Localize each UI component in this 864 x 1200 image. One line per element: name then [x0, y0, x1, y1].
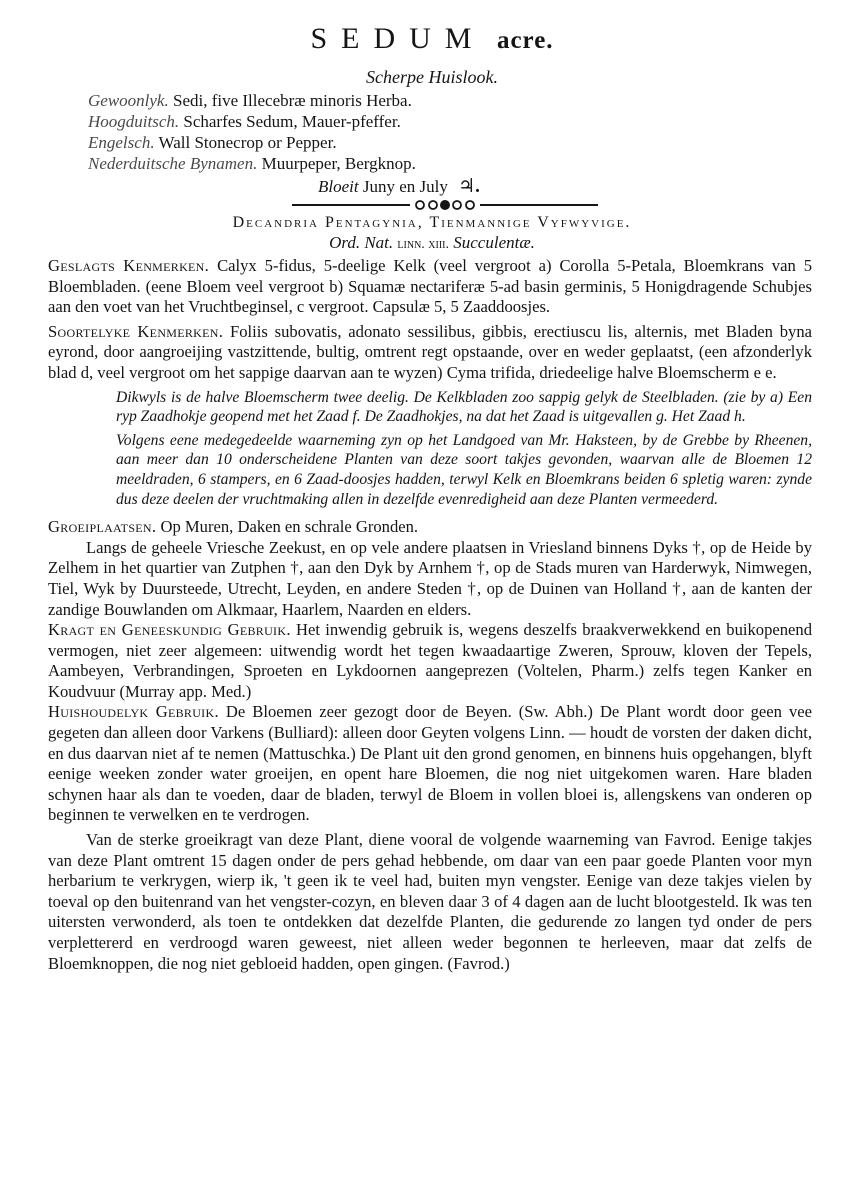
article-body — [48, 256, 812, 974]
dutch-name: Scherpe Huislook. — [366, 67, 498, 87]
name-row — [88, 90, 788, 111]
name-text: Muurpeper, Bergknop. — [261, 154, 416, 173]
vernacular-names — [88, 90, 788, 174]
perennial-symbol: ♃. — [458, 176, 480, 197]
order-prefix: Ord. Nat. — [329, 233, 394, 252]
section-heading: Groeiplaatsen. — [48, 517, 157, 537]
name-text: Wall Stonecrop or Pepper. — [158, 133, 337, 152]
bloom-period — [318, 176, 480, 197]
species-characters — [48, 322, 812, 384]
name-label: Gewoonlyk. — [88, 91, 169, 110]
bloom-label: Bloeit — [318, 177, 359, 196]
section-heading: Huishoudelyk Gebruik. — [48, 702, 219, 722]
section-heading: Geslagts Kenmerken. — [48, 256, 210, 275]
habitat-section — [48, 517, 812, 538]
linnaean-class: Decandria Pentagynia, Tienmannige Vyfwyvige. — [232, 214, 632, 231]
ornament-divider-icon — [290, 198, 600, 212]
name-text: Scharfes Sedum, Mauer-pfeffer. — [183, 112, 401, 131]
bloom-text: Juny en July — [362, 177, 448, 196]
note-paragraph: Volgens eene medegedeelde waarneming zyn op het Landgoed van Mr. Haksteen, by de Grebbe by Rheenen, aan meer dan 10 onderscheidene Planten van deze soort takjes gevonden, waarvan alle de Bloemen 12 meeldraden, 6 stampers, en 6 Zaad-doosjes hadden, terwyl Kelk en Bloemkrans beiden 6 spletig waren: zynde dus deze deelen der vruchtmaking allen in dezelfde evenredigheid aan deze Planten vermeederd. — [116, 431, 812, 508]
natural-order — [0, 232, 864, 255]
note-paragraph: Dikwyls is de halve Bloemscherm twee deelig. De Kelkbladen zoo sappig gelyk de Steelbladen. (zie by a) Een ryp Zaadhokje geopend met het Zaad f. De Zaadhokjes, na dat het Zaad is uitgevallen g. Het Zaad h. — [116, 388, 812, 426]
section-heading: Soortelyke Kenmerken. — [48, 321, 224, 341]
name-label: Nederduitsche Bynamen. — [88, 154, 258, 173]
page-title — [0, 22, 864, 58]
section-text: Het inwendig gebruik is, wegens deszelfs braakverwekkend en buikopenend vermogen, niet zeer algemeen: uitwendig wordt het tegen kwaadaartige Zweren, Sprouw, kloven der Tepels, Aambeyen, Verbrandingen, Sproeten en Lykdoornen aangeprezen (Voltelen, Pharm.) zelfs tegen Kanker en Koudvuur (Murray app. Med.) — [48, 620, 812, 701]
section-text: Foliis subovatis, adonato sessilibus, gibbis, erectiuscu lis, alternis, met Bladen byna eyrond, door aangroeijing vastzittende, bultig, omtrent regt opstaande, over en weder geplaatst, (een afzonderlyk blad d, veel vergroot om het sappige daarvan aan te wyzen) Cyma trifida, driedeelige halve Bloemscherm e e. — [48, 321, 812, 382]
name-label: Hoogduitsch. — [88, 112, 180, 131]
order-group: Succulentæ. — [453, 233, 535, 252]
habitat-detail: Langs de geheele Vriesche Zeekust, en op vele andere plaatsen in Vriesland binnens Dyks †, op de Heide by Zelhem in het quartier van Zutphen †, aan den Dyk by Arnhem †, op de Stads muren van Harderwyk, Nimwegen, Tiel, Wyk by Duursteede, Utrecht, Leyden, en andere Steden †, op de Duinen van Holland †, aan de kanten der zandige Bouwlanden om Alkmaar, Haarlem, Naarden en elders. — [48, 537, 812, 619]
section-text: Op Muren, Daken en schrale Gronden. — [160, 517, 419, 537]
name-label: Engelsch. — [88, 133, 155, 152]
genus-name: SEDUM — [310, 22, 486, 55]
section-heading: Kragt en Geneeskundig Gebruik. — [48, 620, 291, 640]
name-text: Sedi, five Illecebræ minoris Herba. — [172, 91, 412, 110]
species-name: acre. — [496, 27, 554, 54]
genus-characters — [48, 256, 812, 318]
section-text: De Bloemen zeer gezogt door de Beyen. (Sw. Abh.) De Plant wordt door geen vee gegeten dan alleen door Varkens (Bulliard): alleen door Geyten volgens Linn. — houdt de vorsten der daken dicht, en dus daarvan niet af te nemen (Mattuschka.) De Plant uit den grond genomen, en binnens huis opgehangen, blyft eenige weeken zonder water groeijen, en opent hare Bloemen, die nog niet uitgekomen waren. Hare bladen schynen haar als dan te voeden, daar de bladen, terwyl de Bloem in vollen bloei is, allengskens van onderen op beginnen te verwelken en te verdrogen. — [48, 702, 812, 825]
name-row — [88, 132, 788, 153]
order-linn: linn. xiii. — [397, 237, 449, 252]
favrod-observation: Van de sterke groeikragt van deze Plant, diene vooral de volgende waarneming van Favrod. Eenige takjes van deze Plant omtrent 15 dagen onder de pers gehad hebbende, om daar van een paar goede Planten voor myn herbarium te verkrygen, wierp ik, 't geen ik te veel had, buiten myn vengster. Eenige van deze takjes vielen by toeval op den buitenrand van het vengster-cozyn, en bleven daar 3 of 4 dagen aan de lucht blootgesteld. Ik was ten uitersten verwonderd, als toen te ontdekken dat dezelfde Planten, die gedurende zo langen tyd onder de pers verplettererd en verdroogd waren geweest, niet alleen weder begonnen te herleeven, maar dat zelfs de Bloemknoppen, die nog niet gebloeid hadden, open gingen. (Favrod.) — [48, 830, 812, 973]
medicinal-section — [48, 620, 812, 702]
section-text: Calyx 5-fidus, 5-deelige Kelk (veel vergroot a) Corolla 5-Petala, Bloemkrans van 5 Bloembladen. (eene Bloem veel vergroot b) Squamæ nectariferæ 5-ad basin germinis, 5 Honigdragende Schubjes aan den voet van het Vruchtbeginsel, c vergroot. Capsulæ 5, 5 Zaaddoosjes. — [48, 256, 813, 317]
household-section — [48, 702, 812, 826]
name-row — [88, 111, 788, 132]
name-row — [88, 153, 788, 174]
